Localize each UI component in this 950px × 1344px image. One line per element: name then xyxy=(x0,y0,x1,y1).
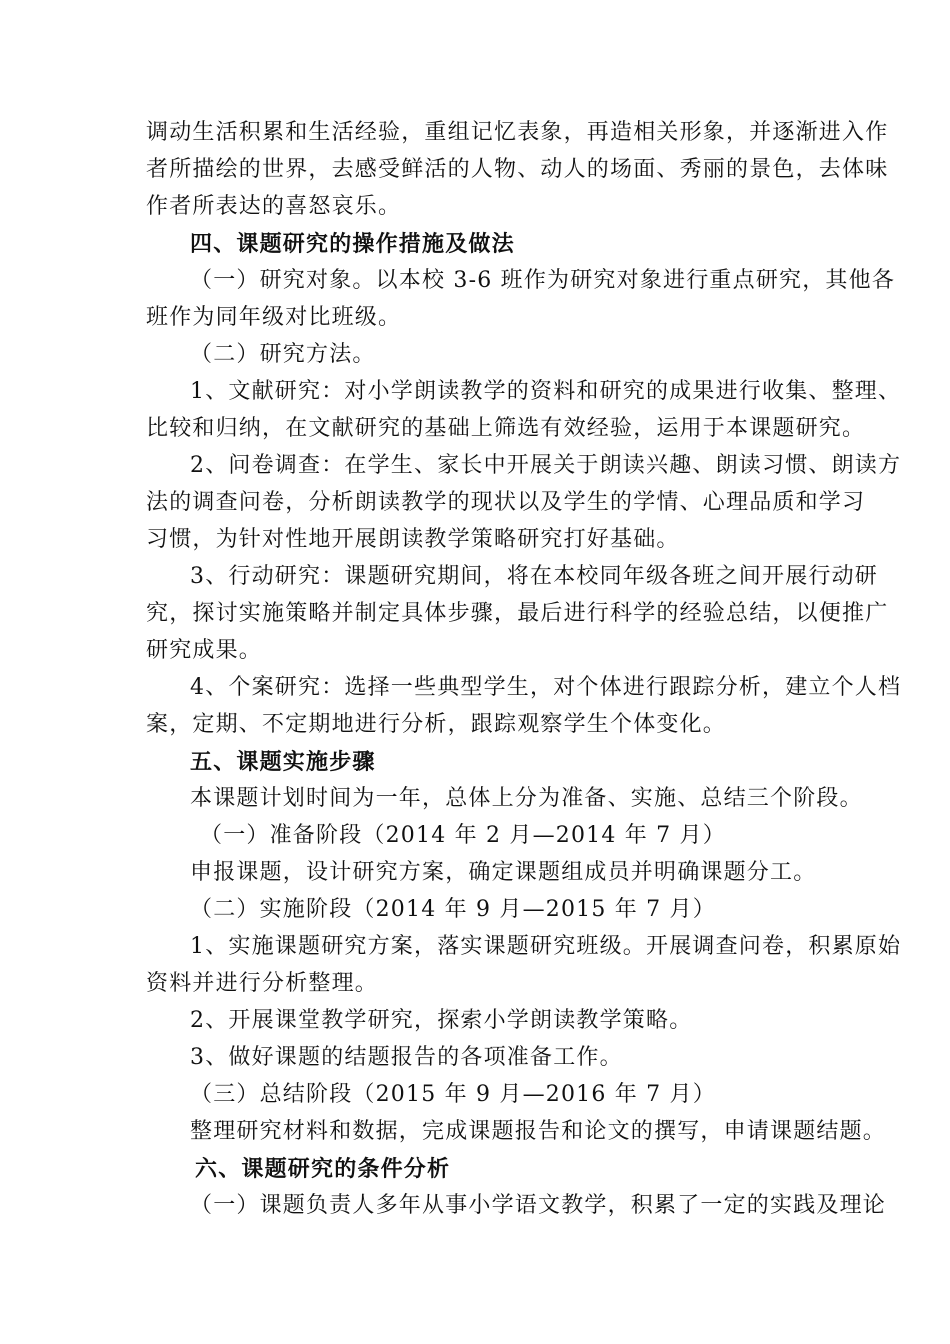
body-line: （一）研究对象。以本校 3-6 班作为研究对象进行重点研究，其他各 xyxy=(190,268,896,293)
body-line: 本课题计划时间为一年，总体上分为准备、实施、总结三个阶段。 xyxy=(190,786,863,811)
body-line: 习惯，为针对性地开展朗读教学策略研究打好基础。 xyxy=(146,527,680,552)
body-line: 1、实施课题研究方案，落实课题研究班级。开展调查问卷，积累原始 xyxy=(190,934,902,959)
body-line: 整理研究材料和数据，完成课题报告和论文的撰写，申请课题结题。 xyxy=(190,1119,887,1144)
body-line: 2、开展课堂教学研究，探索小学朗读教学策略。 xyxy=(190,1008,693,1033)
body-line: （一）课题负责人多年从事小学语文教学，积累了一定的实践及理论 xyxy=(190,1193,887,1218)
body-line: 资料并进行分析整理。 xyxy=(146,971,379,996)
body-line: 比较和归纳，在文献研究的基础上筛选有效经验，运用于本课题研究。 xyxy=(146,416,866,441)
body-line: 4、个案研究：选择一些典型学生，对个体进行跟踪分析，建立个人档 xyxy=(190,675,902,700)
section-heading: 五、课题实施步骤 xyxy=(190,749,376,775)
section-heading: 四、课题研究的操作措施及做法 xyxy=(190,231,515,257)
subsection-heading: （二）研究方法。 xyxy=(190,342,376,367)
body-line: 调动生活积累和生活经验，重组记忆表象，再造相关形象，并逐渐进入作 xyxy=(146,120,889,145)
body-line: 案，定期、不定期地进行分析，跟踪观察学生个体变化。 xyxy=(146,712,727,737)
section-heading: 六、课题研究的条件分析 xyxy=(195,1156,451,1182)
body-line: 1、文献研究：对小学朗读教学的资料和研究的成果进行收集、整理、 xyxy=(190,379,902,404)
body-line: 研究成果。 xyxy=(146,638,263,663)
body-line: 申报课题，设计研究方案，确定课题组成员并明确课题分工。 xyxy=(190,860,817,885)
subsection-heading: （一）准备阶段（2014 年 2 月—2014 年 7 月） xyxy=(200,823,726,848)
body-line: 者所描绘的世界，去感受鲜活的人物、动人的场面、秀丽的景色，去体味 xyxy=(146,157,889,182)
body-line: 法的调查问卷，分析朗读教学的现状以及学生的学情、心理品质和学习 xyxy=(146,490,866,515)
body-line: 作者所表达的喜怒哀乐。 xyxy=(146,194,402,219)
body-line: 究，探讨实施策略并制定具体步骤，最后进行科学的经验总结，以便推广 xyxy=(146,601,889,626)
subsection-heading: （三）总结阶段（2015 年 9 月—2016 年 7 月） xyxy=(190,1082,716,1107)
body-line: 3、行动研究：课题研究期间，将在本校同年级各班之间开展行动研 xyxy=(190,564,878,589)
body-line: 2、问卷调查：在学生、家长中开展关于朗读兴趣、朗读习惯、朗读方 xyxy=(190,453,902,478)
subsection-heading: （二）实施阶段（2014 年 9 月—2015 年 7 月） xyxy=(190,897,716,922)
body-line: 3、做好课题的结题报告的各项准备工作。 xyxy=(190,1045,623,1070)
body-line: 班作为同年级对比班级。 xyxy=(146,305,402,330)
